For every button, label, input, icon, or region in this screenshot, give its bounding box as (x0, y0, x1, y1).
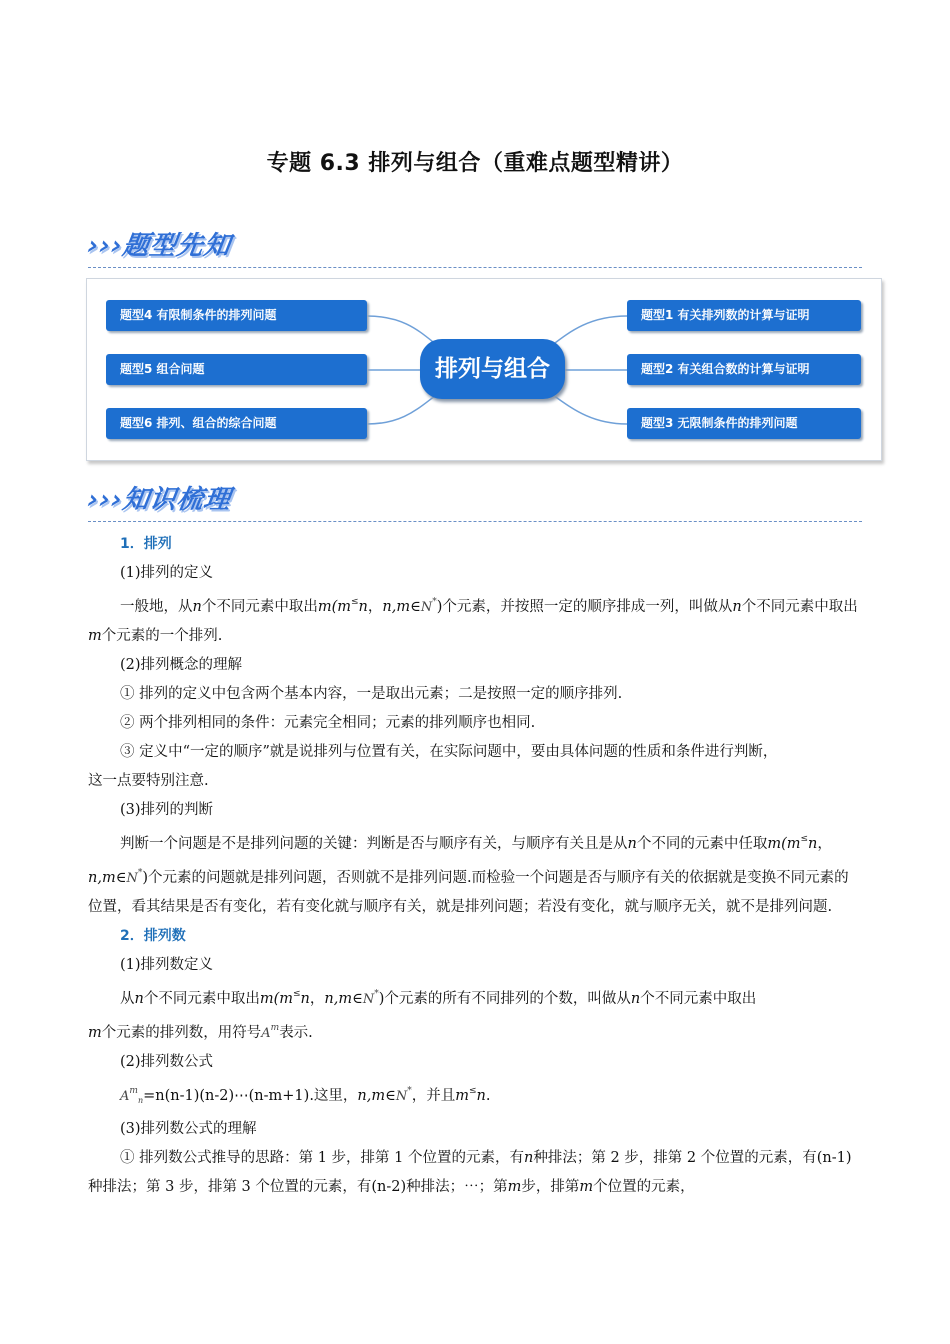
formula: $A^m_n=n(n-1)(n-2)\cdots(n-m+1)$.这里，n,m∈N*，并且m≤n. (120, 1086, 491, 1105)
mindmap-node-type6: 题型6 排列、组合的综合问题 (106, 408, 367, 439)
heading-permutation-number: 2．排列数 (120, 928, 186, 944)
paragraph: 从n个不同元素中取出m(m≤n，n,m∈N*)个元素的所有不同排列的个数，叫做从n个不同元素中取出 (120, 989, 757, 1007)
subheading: (1)排列数定义 (120, 957, 214, 973)
paragraph: m个元素的排列数，用符号$A^m$表示. (88, 1023, 313, 1041)
mind-map (86, 278, 882, 461)
list-item: ① 排列数公式推导的思路：第 1 步，排第 1 个位置的元素，有n种排法；第 2 步，排第 2 个位置的元素，有(n-1)种排法；第 3 步，排第 3 个位置的元素，有(n-2)种排法；⋯；第m步，排第m个位置的元素， (88, 1150, 852, 1195)
paragraph: 这一点要特别注意. (88, 773, 209, 789)
paragraph: 一般地，从n个不同元素中取出m(m≤n，n,m∈N*)个元素，并按照一定的顺序排成一列，叫做从n个不同元素中取出m个元素的一个排列. (88, 597, 858, 644)
dashed-divider (88, 267, 862, 268)
mindmap-node-type4: 题型4 有限制条件的排列问题 (106, 300, 367, 331)
list-item: ② 两个排列相同的条件：元素完全相同；元素的排列顺序也相同. (120, 715, 536, 731)
list-item: ① 排列的定义中包含两个基本内容，一是取出元素；二是按照一定的顺序排列. (120, 686, 623, 702)
subheading: (3)排列的判断 (120, 802, 214, 818)
mindmap-center: 排列与组合 (420, 339, 565, 399)
section-header-knowledge (85, 482, 862, 522)
dashed-divider (88, 521, 862, 522)
heading-permutation: 1．排列 (120, 536, 172, 552)
mindmap-node-type2: 题型2 有关组合数的计算与证明 (627, 354, 861, 385)
subheading: (2)排列数公式 (120, 1054, 214, 1070)
list-item: ③ 定义中“一定的顺序”就是说排列与位置有关，在实际问题中，要由具体问题的性质和条件进行判断， (120, 744, 778, 760)
mindmap-node-type5: 题型5 组合问题 (106, 354, 367, 385)
section-title: ›››知识梳理 (85, 485, 233, 515)
page-title: 专题 6.3 排列与组合（重难点题型精讲） (266, 151, 684, 176)
section-title: ›››题型先知 (85, 231, 233, 261)
mindmap-node-type3: 题型3 无限制条件的排列问题 (627, 408, 861, 439)
subheading: (2)排列概念的理解 (120, 657, 243, 673)
subheading: (3)排列数公式的理解 (120, 1121, 257, 1137)
knowledge-content (88, 530, 862, 1202)
subheading: (1)排列的定义 (120, 565, 214, 581)
paragraph: 判断一个问题是不是排列问题的关键：判断是否与顺序有关，与顺序有关且是从n个不同的元素中任取m(m≤n，n,m∈N*)个元素的问题就是排列问题，否则就不是排列问题.而检验一个问题是否与顺序有关的依据就是变换不同元素的位置，看其结果是否有变化，若有变化就与顺序有关，就是排列问题；若没有变化，就与顺序无关，就不是排列问题. (88, 834, 849, 915)
section-header-question-types (85, 228, 862, 268)
mindmap-node-type1: 题型1 有关排列数的计算与证明 (627, 300, 861, 331)
